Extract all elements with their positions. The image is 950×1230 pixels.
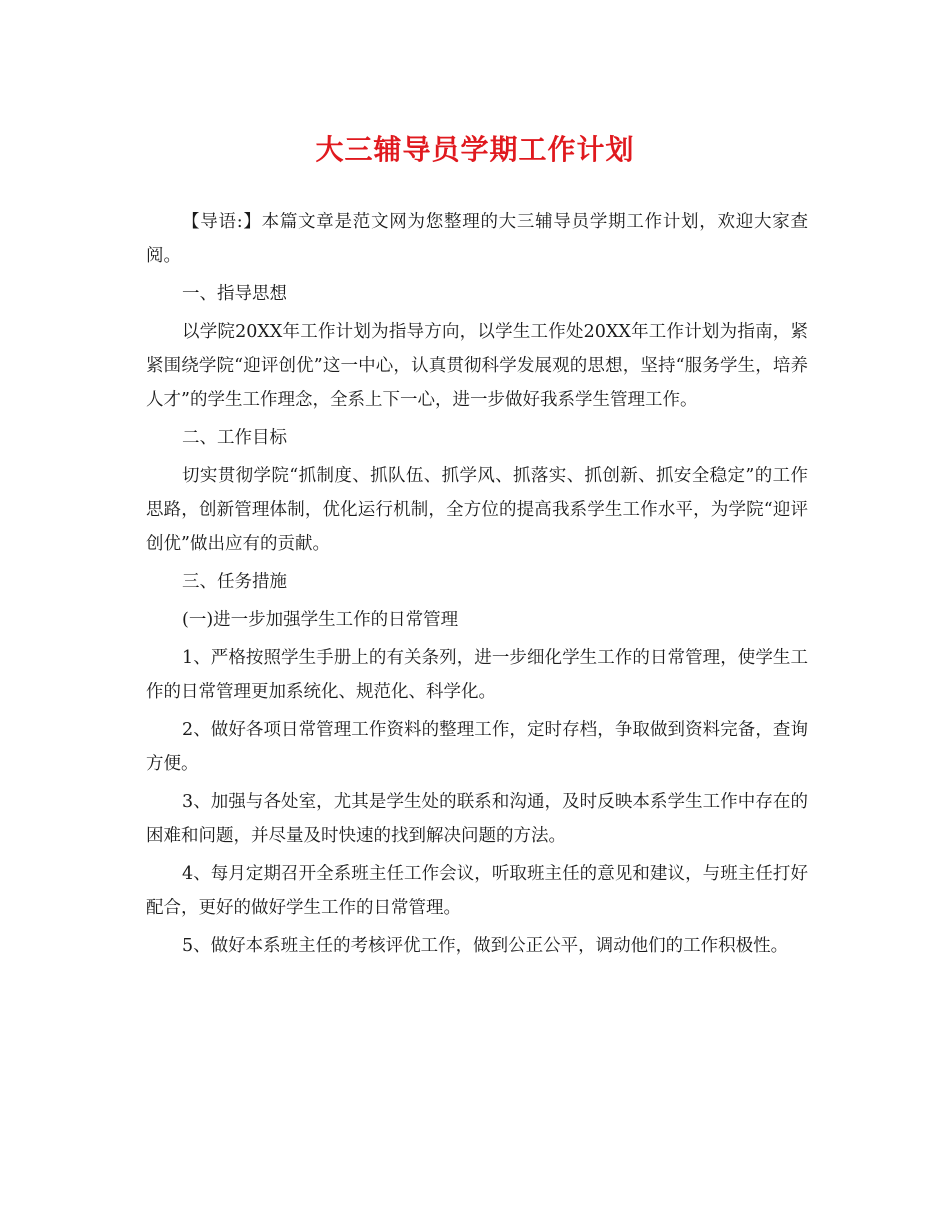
list-item-4: 4、每月定期召开全系班主任工作会议，听取班主任的意见和建议，与班主任打好配合，更好的做好学生工作的日常管理。 <box>146 864 808 918</box>
subsection-heading-daily-management: (一)进一步加强学生工作的日常管理 <box>182 610 459 630</box>
list-item-3: 3、加强与各处室，尤其是学生处的联系和沟通，及时反映本系学生工作中存在的困难和问题，并尽量及时快速的找到解决问题的方法。 <box>146 792 808 846</box>
document-title: 大三辅导员学期工作计划 <box>315 133 635 166</box>
section-heading-work-goals: 二、工作目标 <box>182 428 287 448</box>
list-item-2: 2、做好各项日常管理工作资料的整理工作，定时存档，争取做到资料完备，查询方便。 <box>146 720 808 774</box>
section-heading-task-measures: 三、任务措施 <box>182 572 287 592</box>
section-heading-guiding-ideology: 一、指导思想 <box>182 284 287 304</box>
intro-paragraph: 【导语:】本篇文章是范文网为您整理的大三辅导员学期工作计划，欢迎大家查阅。 <box>146 212 808 266</box>
list-item-1: 1、严格按照学生手册上的有关条列，进一步细化学生工作的日常管理，使学生工作的日常管理更加系统化、规范化、科学化。 <box>146 648 808 702</box>
paragraph-work-goals: 切实贯彻学院“抓制度、抓队伍、抓学风、抓落实、抓创新、抓安全稳定”的工作思路，创新管理体制，优化运行机制，全方位的提高我系学生工作水平，为学院“迎评创优”做出应有的贡献。 <box>146 466 808 554</box>
document-body <box>146 205 808 967</box>
paragraph-guiding-ideology: 以学院20XX年工作计划为指导方向，以学生工作处20XX年工作计划为指南，紧紧围绕学院“迎评创优”这一中心，认真贯彻科学发展观的思想，坚持“服务学生，培养人才”的学生工作理念，全系上下一心，进一步做好我系学生管理工作。 <box>146 322 808 410</box>
list-item-5: 5、做好本系班主任的考核评优工作，做到公正公平，调动他们的工作积极性。 <box>182 936 789 956</box>
